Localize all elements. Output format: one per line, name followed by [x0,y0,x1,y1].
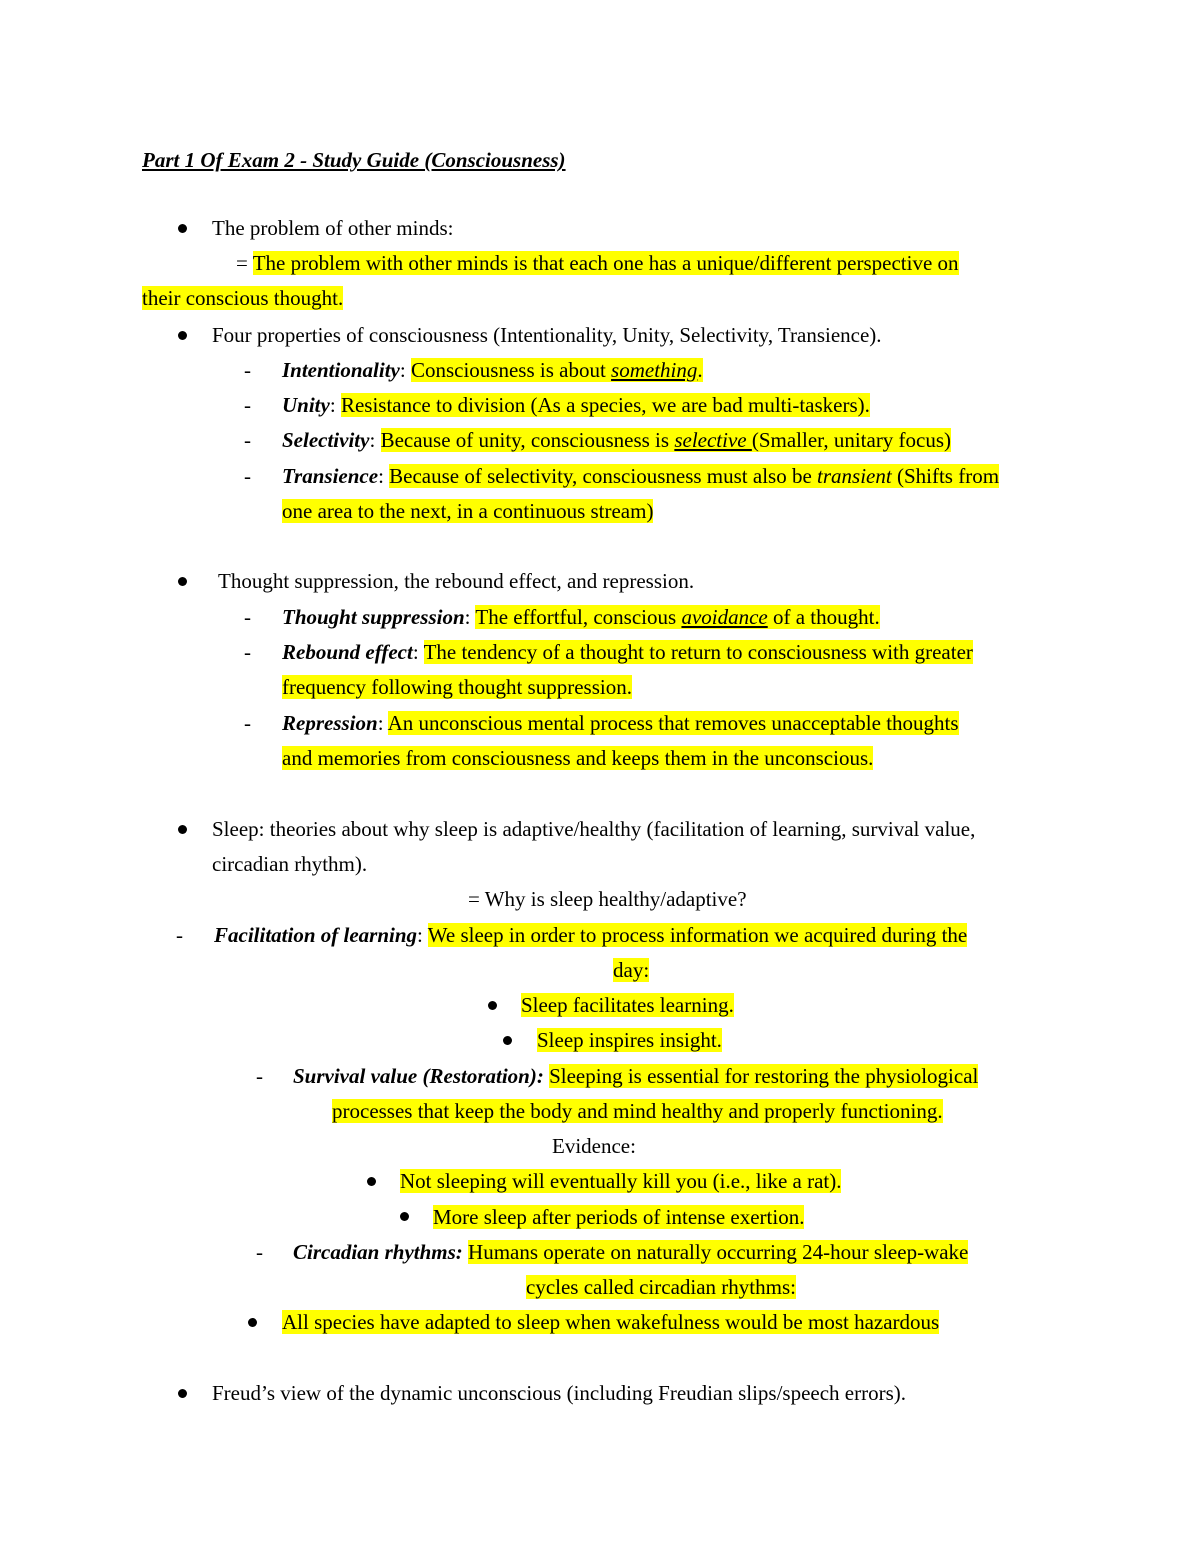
evidence-label: Evidence: [552,1134,636,1158]
highlighted-text: Sleep facilitates learning. [521,993,734,1017]
definition: An unconscious mental process that removes unacceptable thoughts [387,711,959,735]
term: Intentionality [282,358,400,382]
bullet-icon [178,224,187,233]
rebound-item-cont [282,672,632,702]
definition: Because of unity, consciousness is selective (Smaller, unitary focus) [380,428,952,452]
transience-item-cont [282,496,653,526]
definition: processes that keep the body and mind healthy and properly functioning. [332,1099,943,1123]
term: Selectivity [282,428,370,452]
evidence-sub-1 [400,1166,841,1196]
term: Thought suppression [282,605,465,629]
term: Transience [282,464,379,488]
definition: We sleep in order to process information we acquired during the [427,923,968,947]
definition: one area to the next, in a continuous stream) [282,499,654,523]
dash-marker: - [256,1064,263,1088]
other-minds-answer-line2 [142,283,343,313]
dash-marker: - [244,464,251,488]
thought-suppression-item: Thought suppression: The effortful, conscious avoidance of a thought. [282,605,880,629]
dash-marker: - [244,358,251,382]
bullet-icon [178,577,187,586]
bullet-icon [178,825,187,834]
dash-marker: - [176,923,183,947]
equals-sign: = [236,251,248,275]
highlighted-text: More sleep after periods of intense exertion. [433,1205,805,1229]
bullet-icon [367,1177,376,1186]
term: Facilitation of learning [214,923,418,947]
sleep-question: = Why is sleep healthy/adaptive? [468,887,747,911]
dash-marker: - [244,640,251,664]
bullet-icon [178,331,187,340]
survival-item-cont [332,1096,943,1126]
term: Survival value (Restoration): [293,1064,544,1088]
repression-item: Repression: An unconscious mental process that removes unacceptable thoughts [282,711,959,735]
dash-marker: - [256,1240,263,1264]
term: Rebound effect [282,640,413,664]
learning-item-cont [613,955,649,985]
bullet-icon [503,1036,512,1045]
definition: Sleeping is essential for restoring the physiological [549,1064,979,1088]
heading-sleep: Sleep: theories about why sleep is adaptive/healthy (facilitation of learning, survival value, [212,817,976,841]
dash-marker: - [244,605,251,629]
definition: Because of selectivity, consciousness must also be transient (Shifts from [389,464,1000,488]
unity-item: Unity: Resistance to division (As a species, we are bad multi-taskers). [282,393,870,417]
highlighted-text: Sleep inspires insight. [537,1028,722,1052]
other-minds-answer-line1 [236,248,959,278]
learning-sub-1 [521,990,734,1020]
definition: Humans operate on naturally occurring 24-hour sleep-wake [468,1240,969,1264]
transience-item: Transience: Because of selectivity, consciousness must also be transient (Shifts from [282,464,1000,488]
heading-suppression: Thought suppression, the rebound effect, and repression. [218,569,695,593]
definition: The tendency of a thought to return to consciousness with greater [423,640,973,664]
evidence-sub-2 [433,1202,804,1232]
definition: frequency following thought suppression. [282,675,632,699]
dash-marker: - [244,428,251,452]
highlighted-text: Not sleeping will eventually kill you (i.e., like a rat). [400,1169,842,1193]
definition: and memories from consciousness and keeps them in the unconscious. [282,746,874,770]
repression-item-cont [282,743,873,773]
survival-item [293,1061,978,1091]
definition: Consciousness is about something. [410,358,703,382]
highlighted-text: The problem with other minds is that each one has a unique/different perspective on [252,251,959,275]
circadian-sub-1 [282,1307,939,1337]
highlighted-text: All species have adapted to sleep when wakefulness would be most hazardous [282,1310,940,1334]
intentionality-item: Intentionality: Consciousness is about something. [282,358,703,382]
selectivity-item: Selectivity: Because of unity, consciousness is selective (Smaller, unitary focus) [282,428,952,452]
bullet-icon [488,1001,497,1010]
term: Circadian rhythms: [293,1240,463,1264]
bullet-icon [400,1212,409,1221]
highlighted-text: their conscious thought. [142,286,344,310]
dash-marker: - [244,711,251,735]
bullet-icon [248,1318,257,1327]
page-title: Part 1 Of Exam 2 - Study Guide (Consciousness) [142,148,566,172]
circadian-item [293,1237,968,1267]
heading-freud: Freud’s view of the dynamic unconscious (including Freudian slips/speech errors). [212,1381,907,1405]
bullet-icon [178,1389,187,1398]
term: Unity [282,393,330,417]
circadian-item-cont [526,1272,796,1302]
learning-item: Facilitation of learning: We sleep in order to process information we acquired during the [214,923,968,947]
learning-sub-2 [537,1025,722,1055]
heading-four-properties: Four properties of consciousness (Intentionality, Unity, Selectivity, Transience). [212,323,882,347]
definition: day: [613,958,650,982]
heading-sleep-cont: circadian rhythm). [212,852,368,876]
definition: Resistance to division (As a species, we are bad multi-taskers). [340,393,870,417]
dash-marker: - [244,393,251,417]
term: Repression [282,711,378,735]
definition: cycles called circadian rhythms: [526,1275,796,1299]
definition: The effortful, conscious avoidance of a thought. [475,605,880,629]
heading-other-minds: The problem of other minds: [212,216,454,240]
rebound-item: Rebound effect: The tendency of a thought to return to consciousness with greater [282,640,973,664]
